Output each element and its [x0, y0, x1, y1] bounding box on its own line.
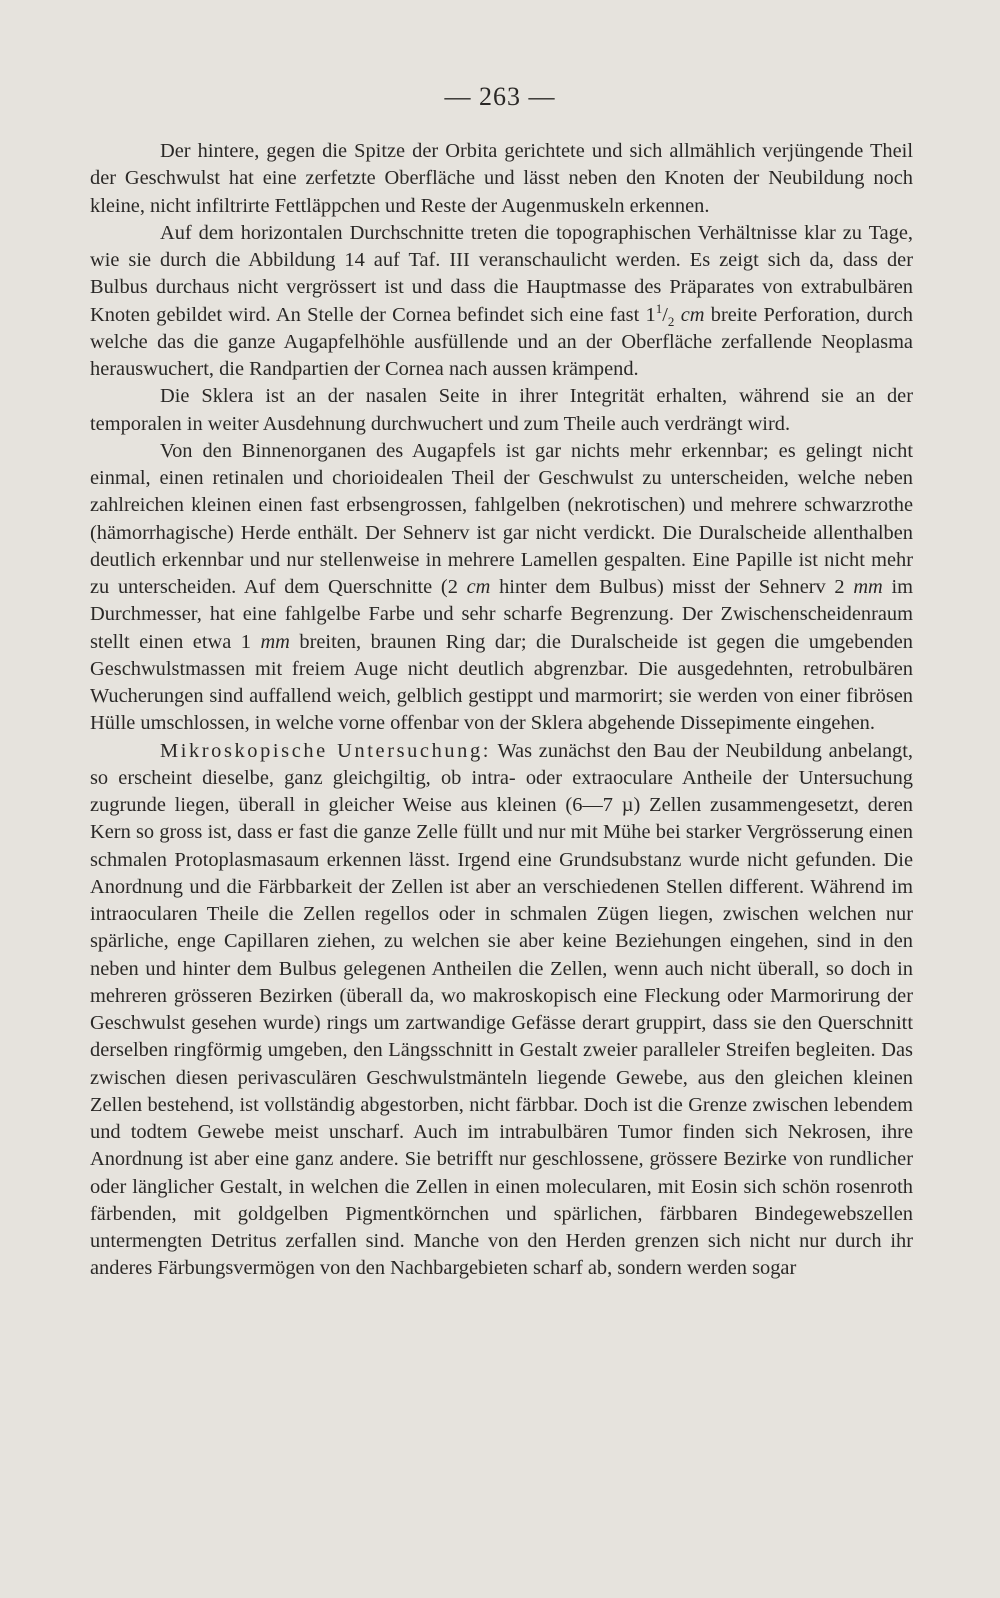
paragraph-1: Der hintere, gegen die Spitze der Orbita gerichtete und sich allmählich verjüngende Theil der Geschwulst hat eine zerfetzte Oberfläche und lässt neben den Knoten der Neubildung noch kleine, nicht infiltrirte Fettläppchen und Reste der Augenmuskeln erkennen.	[90, 140, 913, 217]
paragraph-5-body: Was zunächst den Bau der Neubildung anbelangt, so erscheint dieselbe, ganz gleichgiltig, ob intra- oder extraoculare Antheile der Untersuchung zugrunde liegen, überall in gleicher Weise aus kleinen (6—7 µ) Zellen zusammengesetzt, deren Kern so gross ist, dass er fast die ganze Zelle füllt und nur mit Mühe bei starker Vergrösserung einen schmalen Protoplasmasaum erkennen lässt. Irgend eine Grundsubstanz wurde nicht gefunden. Die Anordnung und die Färbbarkeit der Zellen ist aber an verschiedenen Stellen different. Während im intraocularen Theile die Zellen regellos oder in schmalen Zügen liegen, zwischen welchen nur spärliche, enge Capillaren ziehen, zu welchen sie aber keine Beziehungen eingehen, sind in den neben und hinter dem Bulbus gelegenen Antheilen die Zellen, wenn auch nicht überall, so doch in mehreren grösseren Bezirken (überall da, wo makroskopisch eine Fleckung oder Marmorirung der Geschwulst gesehen wurde) rings um zartwandige Gefässe derart gruppirt, dass sie den Querschnitt derselben ringförmig umgeben, den Längsschnitt in Gestalt zweier paralleler Streifen begleiten. Das zwischen diesen perivasculären Geschwulstmänteln liegende Gewebe, aus den gleichen kleinen Zellen bestehend, ist vollständig abgestorben, nicht färbbar. Doch ist die Grenze zwischen lebendem und todtem Gewebe meist unscharf. Auch im intrabulbären Tumor finden sich Nekrosen, ihre Anordnung ist aber eine ganz andere. Sie betrifft nur geschlossene, grössere Bezirke von rundlicher oder länglicher Gestalt, in welchen die Zellen in einen molecularen, mit Eosin sich schön rosenroth färbenden, mit goldgelben Pigmentkörnchen und spärlichen, färbbaren Bindegewebszellen untermengten Detritus zerfallen sind. Manche von den Herden grenzen sich nicht nur durch ihr anderes Färbungsvermögen von den Nachbargebieten scharf ab, sondern werden sogar	[90, 739, 913, 1280]
paragraph-4-part-d: breiten, braunen Ring dar; die Duralscheide ist gegen die umgebenden Geschwulstmassen mit freiem Auge nicht deutlich abgrenzbar. Die ausgedehnten, retrobulbären Wucherungen sind auffallend weich, gelblich gestippt und marmorirt; sie werden von einer fibrösen Hülle umschlossen, in welche vorne offenbar von der Sklera abgehende Dissepimente eingehen.	[90, 630, 913, 735]
fraction-denominator: 2	[667, 313, 675, 329]
paragraph-4-part-b: hinter dem Bulbus) misst der Sehnerv 2	[490, 576, 854, 598]
paragraph-4	[90, 438, 913, 738]
unit-mm: mm	[853, 576, 883, 598]
page-number: — 263 —	[444, 82, 556, 111]
body-text	[90, 138, 913, 1283]
paragraph-2	[90, 220, 913, 384]
fraction-slash: /	[662, 303, 668, 326]
paragraph-3: Die Sklera ist an der nasalen Seite in ihrer Integrität erhalten, während sie an der temporalen in weiter Ausdehnung durchwuchert und zum Theile auch verdrängt wird.	[90, 385, 913, 435]
paragraph-5	[90, 738, 913, 1283]
section-heading: Mikroskopische Untersuchung:	[160, 739, 492, 762]
paragraph-2-part-b: breite Perforation, durch welche das die ganze Augapfelhöhle ausfüllende und an der Oberfläche zerfallende Neoplasma herauswuchert, die Randpartien der Cornea nach aussen krämpend.	[90, 303, 913, 380]
paragraph-2-part-a: Auf dem horizontalen Durchschnitte treten die topographischen Verhältnisse klar zu Tage, wie sie durch die Abbildung 14 auf Taf. III veranschaulicht werden. Es zeigt sich da, dass der Bulbus durchaus nicht vergrössert ist und dass die Hauptmasse des Präparates von extrabulbären Knoten gebildet wird. An Stelle der Cornea befindet sich eine fast 1	[90, 221, 913, 326]
paragraph-4-part-c: im Durchmesser, hat eine fahlgelbe Farbe und sehr scharfe Begrenzung. Der Zwischenscheidenraum stellt einen etwa 1	[90, 576, 914, 653]
fraction-numerator: 1	[655, 300, 663, 316]
unit-cm: cm	[680, 303, 705, 326]
unit-mm: mm	[260, 630, 290, 653]
paragraph-4-part-a: Von den Binnenorganen des Augapfels ist gar nichts mehr erkennbar; es gelingt nicht einmal, einen retinalen und chorioidealen Theil der Geschwulst zu unterscheiden, welche neben zahlreichen kleinen einen fast erbsengrossen, fahlgelben (nekrotischen) und mehrere schwarzrothe (hämorrhagische) Herde enthält. Der Sehnerv ist gar nicht verdickt. Die Duralscheide allenthalben deutlich erkennbar und nur stellenweise in mehrere Lamellen gespalten. Eine Papille ist nicht mehr zu unterscheiden. Auf dem Querschnitte (2	[90, 439, 913, 598]
unit-cm: cm	[466, 576, 491, 598]
